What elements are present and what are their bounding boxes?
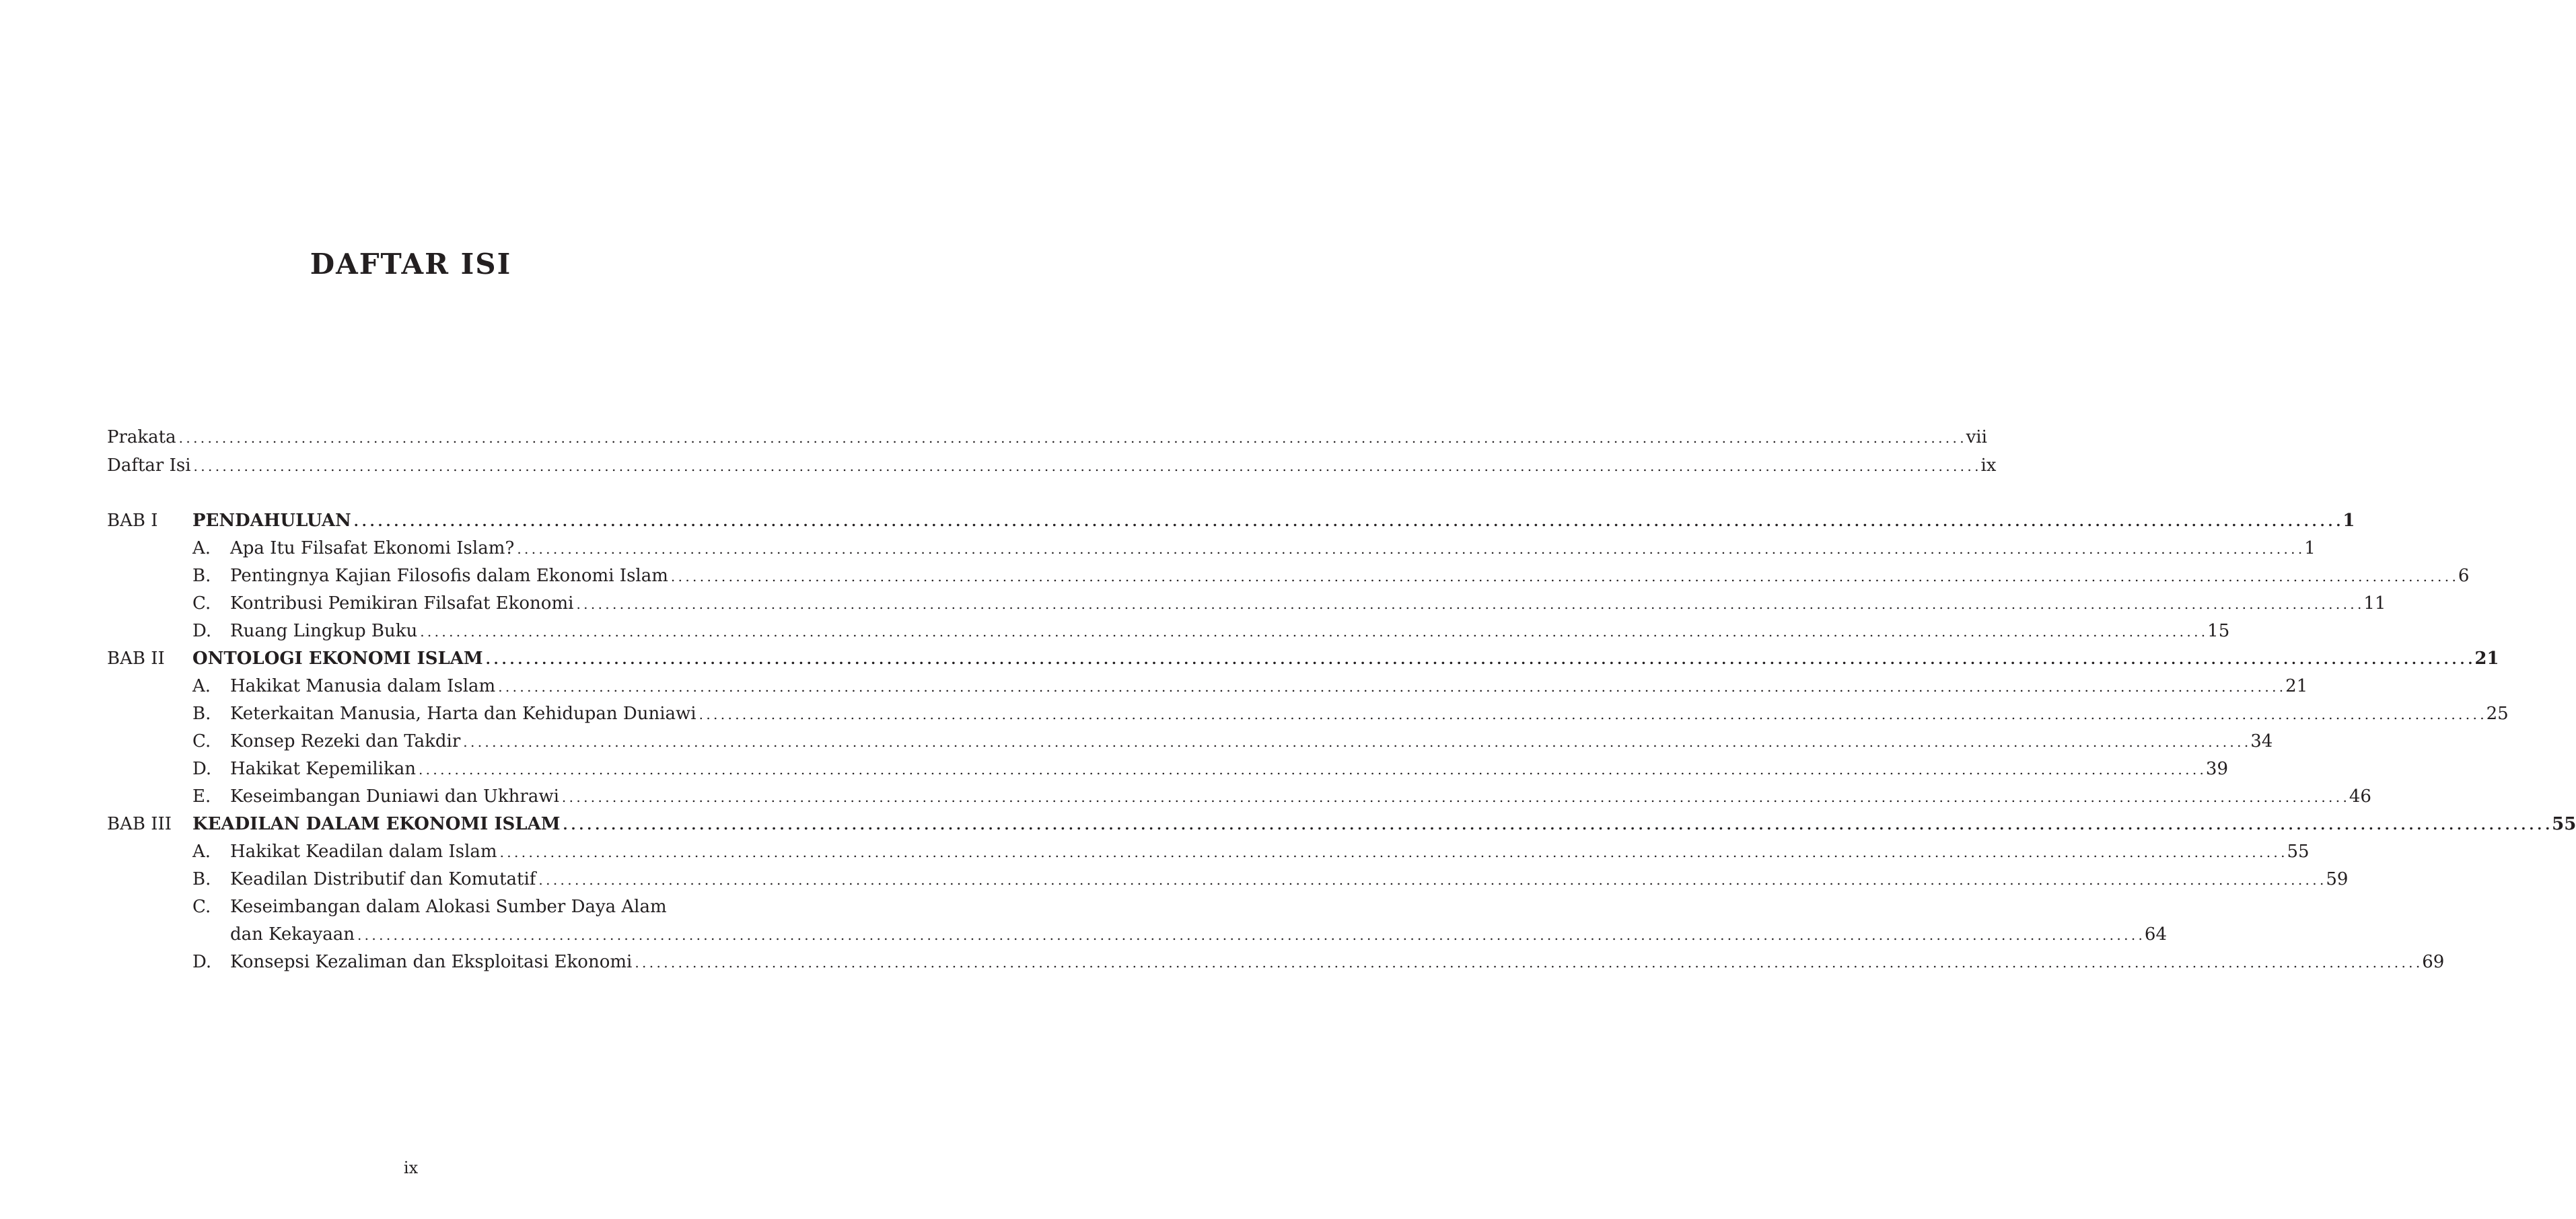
section-title: Konsep Rezeki dan Takdir (230, 731, 461, 751)
dot-leader (417, 618, 2207, 645)
dot-leader (514, 535, 2304, 562)
section-page: 15 (2207, 621, 2230, 641)
dot-leader (668, 563, 2458, 590)
toc-entry-daftar-isi[interactable] (107, 452, 1997, 479)
toc-chapter-1[interactable] (107, 507, 2355, 534)
toc-section[interactable] (107, 673, 2308, 700)
chapter-number: BAB I (107, 511, 158, 531)
section-letter: C. (192, 897, 211, 917)
section-page: 55 (2287, 842, 2310, 862)
section-letter: D. (192, 759, 212, 779)
section-page: 39 (2205, 759, 2228, 779)
dot-leader (191, 453, 1981, 480)
dot-leader (495, 673, 2285, 700)
section-page: 34 (2250, 731, 2273, 751)
section-page: 59 (2326, 869, 2349, 889)
dot-leader (497, 839, 2287, 866)
toc-section[interactable] (107, 618, 2230, 644)
toc-section[interactable] (107, 949, 2445, 975)
section-letter: D. (192, 952, 212, 972)
section-letter: E. (192, 786, 211, 807)
section-title: Keadilan Distributif dan Komutatif (230, 869, 536, 889)
section-title: Hakikat Manusia dalam Islam (230, 676, 496, 696)
section-page: 46 (2349, 786, 2371, 807)
section-title: Kontribusi Pemikiran Filsafat Ekonomi (230, 593, 574, 614)
section-letter: C. (192, 731, 211, 751)
section-page: 64 (2144, 924, 2167, 945)
chapter-title: ONTOLOGI EKONOMI ISLAM (192, 649, 483, 669)
toc-entry-prakata[interactable] (107, 424, 1987, 451)
dot-leader (483, 646, 2475, 673)
toc-chapter-3[interactable] (107, 811, 2576, 838)
dot-leader (536, 866, 2326, 893)
section-title-continued: dan Kekayaan (230, 924, 355, 945)
section-page: 11 (2363, 593, 2386, 614)
section-title: Keseimbangan Duniawi dan Ukhrawi (230, 786, 559, 807)
section-title: Keterkaitan Manusia, Harta dan Kehidupan Duniawi (230, 704, 696, 724)
toc-section[interactable] (107, 728, 2273, 755)
toc-section[interactable] (107, 590, 2386, 617)
toc-section-continuation[interactable] (107, 921, 2167, 948)
section-letter: B. (192, 869, 211, 889)
dot-leader (573, 591, 2363, 618)
chapter-page: 55 (2552, 814, 2576, 834)
toc-section[interactable] (107, 838, 2310, 865)
section-page: 6 (2458, 566, 2470, 586)
entry-text: Daftar Isi (107, 455, 191, 476)
chapter-title: KEADILAN DALAM EKONOMI ISLAM (192, 814, 561, 834)
dot-leader (416, 756, 2206, 783)
dot-leader (559, 784, 2349, 811)
toc-section[interactable] (107, 562, 2470, 589)
toc-section[interactable] (107, 535, 2316, 562)
section-title: Hakikat Kepemilikan (230, 759, 416, 779)
toc-chapter-2[interactable] (107, 645, 2499, 672)
entry-page: ix (1980, 455, 1997, 476)
toc-section[interactable] (107, 893, 721, 920)
dot-leader (355, 922, 2145, 949)
section-page: 25 (2486, 704, 2509, 724)
page-title: DAFTAR ISI (310, 248, 512, 281)
toc-section[interactable] (107, 783, 2371, 810)
section-page: 21 (2285, 676, 2308, 696)
section-page: 69 (2422, 952, 2445, 972)
dot-leader (460, 729, 2250, 755)
dot-leader (632, 949, 2422, 976)
toc-section[interactable] (107, 700, 2509, 727)
chapter-page: 1 (2342, 511, 2355, 531)
section-title: Hakikat Keadilan dalam Islam (230, 842, 497, 862)
chapter-number: BAB II (107, 649, 165, 669)
chapter-number: BAB III (107, 814, 172, 834)
page-number: ix (403, 1158, 419, 1177)
section-letter: A. (192, 842, 211, 862)
section-title: Ruang Lingkup Buku (230, 621, 418, 641)
section-letter: A. (192, 538, 211, 558)
toc-section[interactable] (107, 755, 2228, 782)
dot-leader (696, 701, 2486, 728)
dot-leader (351, 508, 2343, 535)
chapter-title: PENDAHULUAN (192, 511, 351, 531)
section-title: Apa Itu Filsafat Ekonomi Islam? (230, 538, 515, 558)
section-letter: D. (192, 621, 212, 641)
section-letter: A. (192, 676, 211, 696)
section-title: Pentingnya Kajian Filosofis dalam Ekonomi Islam (230, 566, 668, 586)
section-page: 1 (2304, 538, 2316, 558)
toc-section[interactable] (107, 866, 2349, 893)
section-letter: C. (192, 593, 211, 614)
dot-leader (561, 811, 2552, 838)
section-letter: B. (192, 566, 211, 586)
entry-page: vii (1966, 427, 1987, 447)
dot-leader (176, 424, 1966, 451)
entry-text: Prakata (107, 427, 176, 447)
section-title: Keseimbangan dalam Alokasi Sumber Daya Alam (230, 897, 667, 917)
section-title: Konsepsi Kezaliman dan Eksploitasi Ekonomi (230, 952, 633, 972)
chapter-page: 21 (2474, 649, 2499, 669)
section-letter: B. (192, 704, 211, 724)
